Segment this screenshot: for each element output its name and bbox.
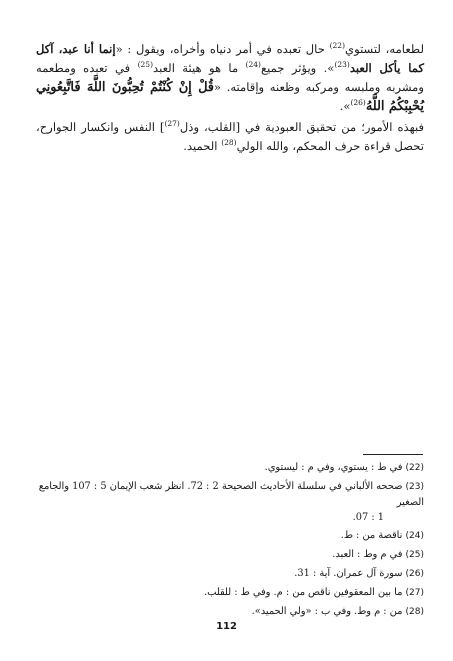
footnote-22: (22) في ط : يستوي، وفي م : ليستوي. [264,462,424,473]
footnote-ref-26: (26) [350,98,366,108]
footnote-ref-24: (24) [245,60,261,70]
paragraph-1 [36,40,424,116]
text-run: ] النفس وانكسار الجوارح، تحصل قراءة حرف المحكم، والله الولي [36,120,424,153]
footnote-28: (28) من : م وط. وفي ب : «ولي الحميد». [251,606,424,617]
footnote-ref-22: (22) [329,41,345,51]
text-run: فبهذه الأمور؛ من تحقيق العبودية في [القلب، وذل [179,120,424,134]
text-run: حال تعبده في أمر دنياه وأخراه، ويقول : « [115,42,330,56]
footnote-24: (24) ناقصة من : ط. [340,530,424,541]
text-run: ». ويؤثر جميع [260,61,335,75]
page-number: 112 [216,621,237,632]
footnote-ref-27: (27) [164,119,180,129]
text-run: ». [339,99,351,113]
footnotes-list [30,460,424,623]
footnote-separator [363,454,423,455]
paragraph-2 [36,118,424,156]
text-run: لطعامه، لتستوي [345,42,424,56]
footnote-ref-23: (23) [334,60,350,70]
hadith-quote: إنما أنا عبد، آكل كما يأكل العبد [36,42,424,75]
footnote-23: (23) صححه الألباني في سلسلة الأحاديث الصحيحة 2 : 72. انظر شعب الإيمان 5 : 107 والجامع الصغير 1 : 07. [38,481,424,523]
footnote-27: (27) ما بين المعقوفين ناقص من : م. وفي ط : للقلب. [203,587,424,598]
footnote-ref-28: (28) [221,138,237,148]
text-run: الحميد. [183,139,222,153]
text-run: ما هو هيئة العبد [153,61,246,75]
footnote-ref-25: (25) [137,60,153,70]
footnote-25: (25) في م وط : العبد. [332,549,424,560]
footnote-26: (26) سورة آل عمران. آية : 31. [294,568,424,579]
text-run: في تعبده ومطعمه ومشربه وملبسه ومركبه وظعنه وإقامته. « [36,61,424,94]
quran-verse: قُلْ إِنْ كُنْتُمْ تُحِبُّونَ اللَّهَ فَاتَّبِعُونِي يُحْبِبْكُمُ اللَّهُ [36,80,424,114]
